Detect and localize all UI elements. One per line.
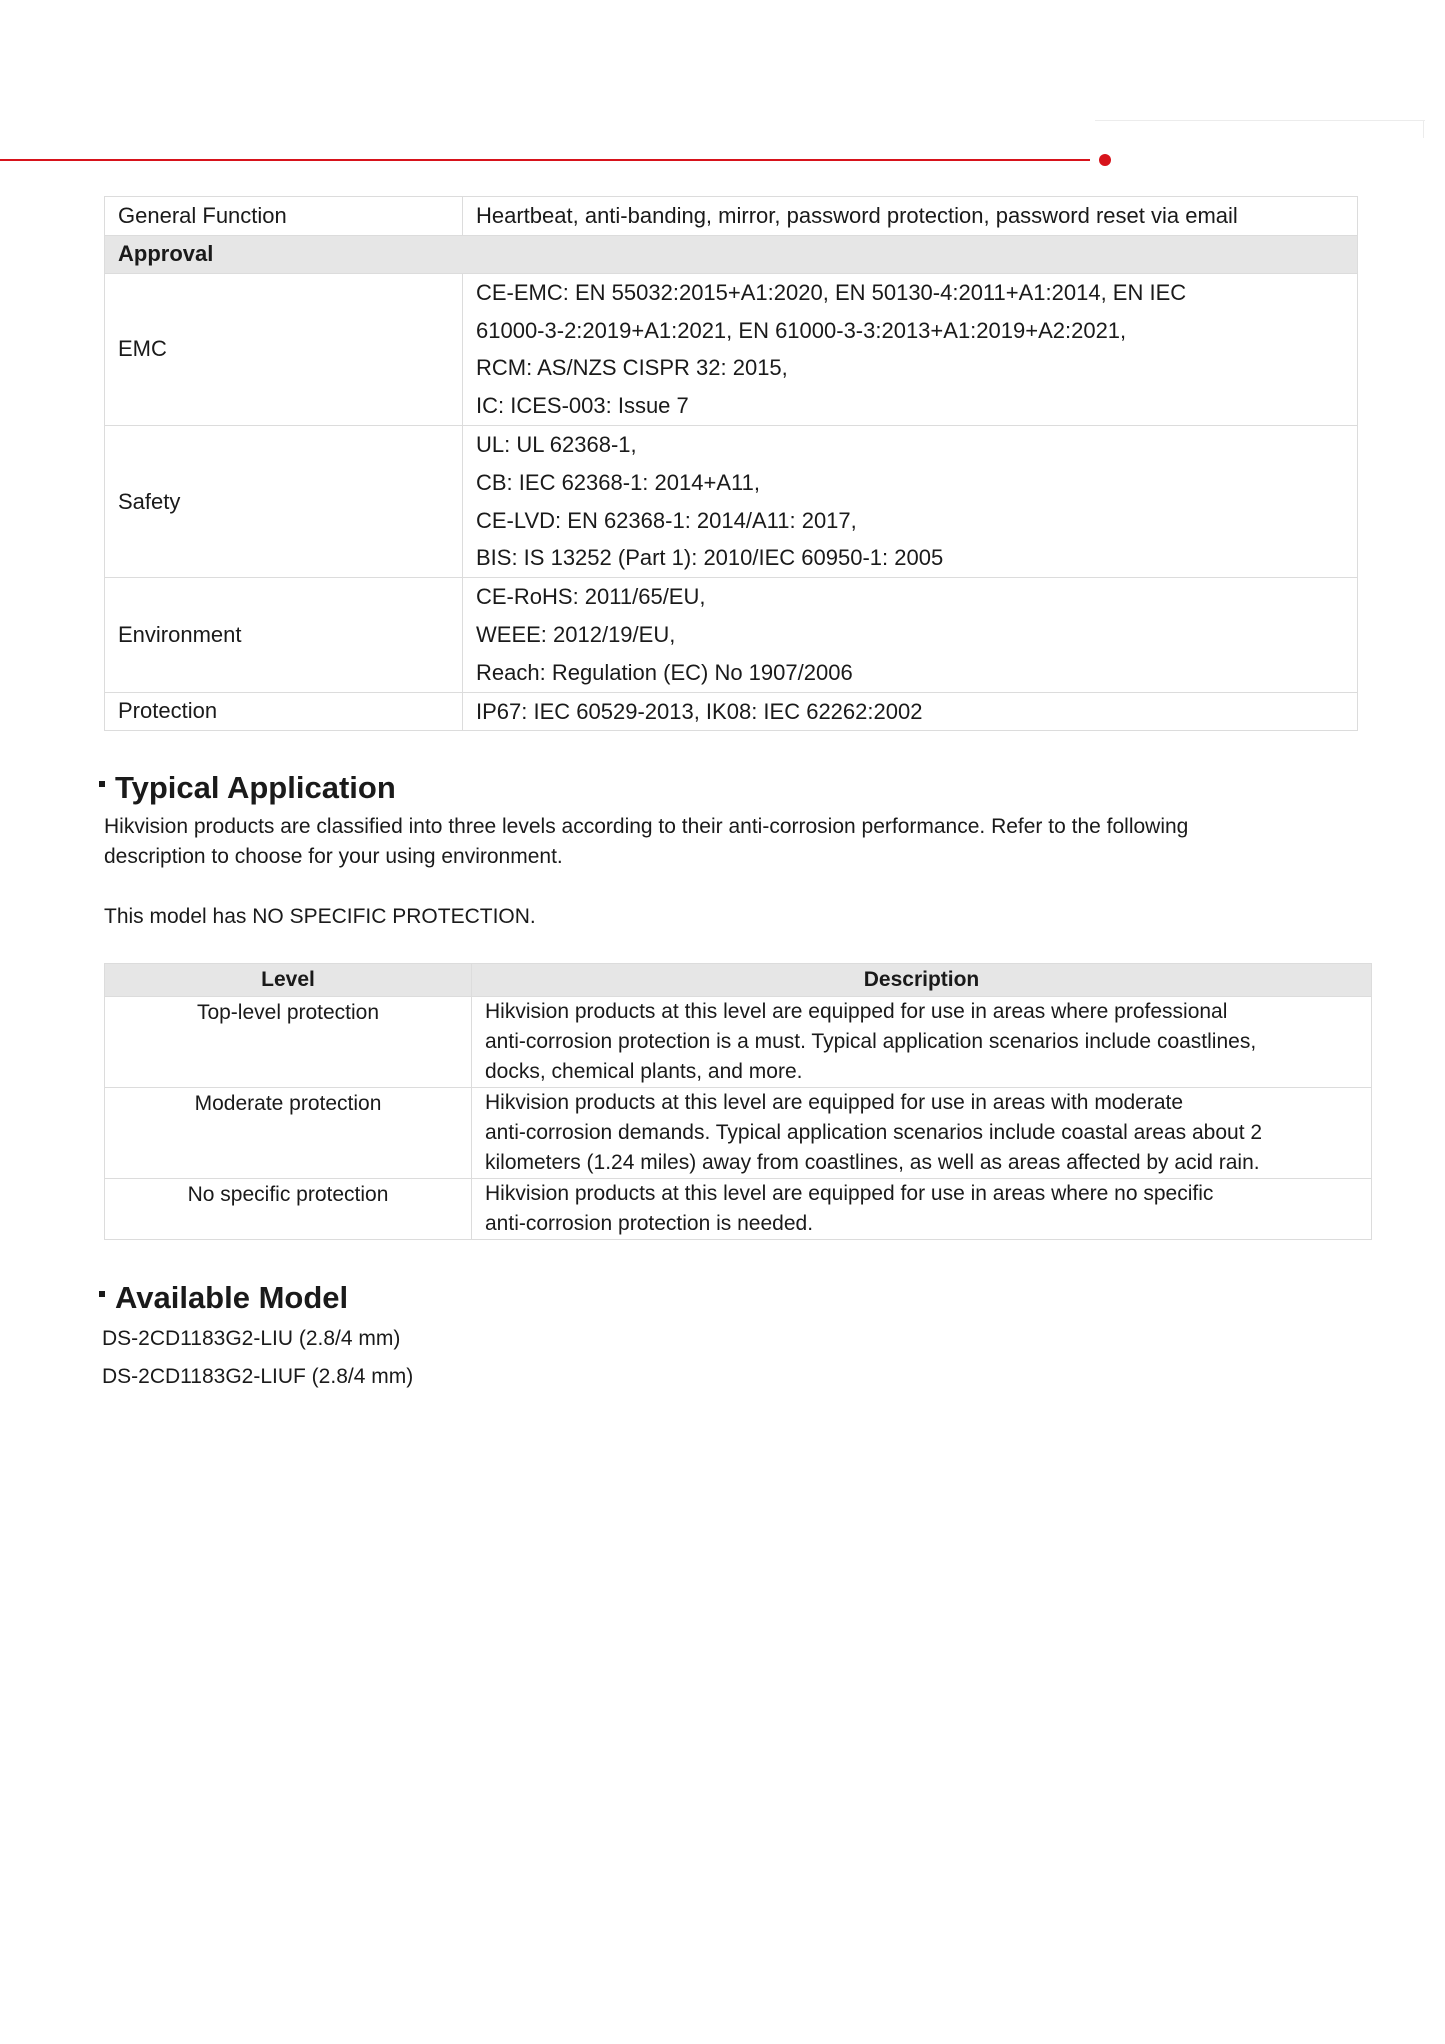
- spec-value-line: UL: UL 62368-1,: [476, 431, 637, 457]
- spec-label: EMC: [105, 273, 463, 425]
- spec-table: [104, 196, 1358, 731]
- available-model-heading: [99, 1280, 348, 1316]
- spec-value-line: IC: ICES-003: Issue 7: [476, 393, 689, 419]
- spec-value-line: CB: IEC 62368-1: 2014+A11,: [476, 469, 760, 495]
- bullet-icon: [99, 781, 105, 787]
- spec-value-line: 61000-3-2:2019+A1:2021, EN 61000-3-3:2013+A1:2019+A2:2021,: [476, 317, 1127, 343]
- description-line: Hikvision products at this level are equipped for use in areas where no specific: [485, 1182, 1214, 1205]
- description-line: Hikvision products at this level are equipped for use in areas where professional: [485, 1000, 1228, 1023]
- spec-value-line: CE-RoHS: 2011/65/EU,: [476, 584, 706, 610]
- spec-value: [463, 425, 1358, 577]
- model-item: DS-2CD1183G2-LIU (2.8/4 mm): [102, 1327, 401, 1350]
- description-line: kilometers (1.24 miles) away from coastlines, as well as areas affected by acid rain.: [485, 1151, 1260, 1174]
- paragraph-line: description to choose for your using environment.: [104, 845, 563, 868]
- spec-value: [463, 197, 1358, 236]
- table-row: [105, 1179, 1372, 1240]
- spec-value: [463, 273, 1358, 425]
- spec-value-line: IP67: IEC 60529-2013, IK08: IEC 62262:2002: [476, 698, 923, 724]
- spec-row-emc: [105, 273, 1358, 425]
- description-line: anti-corrosion demands. Typical application scenarios include coastal areas about 2: [485, 1121, 1263, 1144]
- header-rule: [0, 159, 1090, 161]
- spec-row-environment: [105, 578, 1358, 692]
- description-cell: [472, 1179, 1372, 1240]
- spec-label: Environment: [105, 578, 463, 692]
- model-item: DS-2CD1183G2-LIUF (2.8/4 mm): [102, 1365, 414, 1388]
- spec-value-line: RCM: AS/NZS CISPR 32: 2015,: [476, 355, 788, 381]
- spec-value-line: CE-EMC: EN 55032:2015+A1:2020, EN 50130-4:2011+A1:2014, EN IEC: [476, 279, 1187, 305]
- description-line: Hikvision products at this level are equipped for use in areas with moderate: [485, 1091, 1184, 1114]
- level-cell: Moderate protection: [105, 1088, 472, 1179]
- description-cell: [472, 1088, 1372, 1179]
- level-cell: Top-level protection: [105, 997, 472, 1088]
- typical-application-paragraph: [104, 812, 1354, 872]
- section-title: Approval: [105, 235, 1358, 273]
- header-faint-tick: [1423, 120, 1424, 138]
- spec-value-line: Reach: Regulation (EC) No 1907/2006: [476, 659, 853, 685]
- table-row: [105, 1088, 1372, 1179]
- typical-application-heading: [99, 770, 396, 806]
- spec-value-line: WEEE: 2012/19/EU,: [476, 621, 676, 647]
- spec-row-safety: [105, 425, 1358, 577]
- table-row: [105, 997, 1372, 1088]
- heading-text: Available Model: [115, 1280, 349, 1315]
- spec-section-approval: [105, 235, 1358, 273]
- heading-text: Typical Application: [115, 770, 396, 805]
- protection-note: This model has NO SPECIFIC PROTECTION.: [104, 905, 536, 928]
- spec-label: Safety: [105, 425, 463, 577]
- spec-label: Protection: [105, 692, 463, 731]
- column-header-description: Description: [472, 964, 1372, 997]
- bullet-icon: [99, 1291, 105, 1297]
- header-faint-rule: [1095, 120, 1425, 121]
- description-line: docks, chemical plants, and more.: [485, 1060, 803, 1083]
- paragraph-line: Hikvision products are classified into three levels according to their anti-corrosion performance. Refer to the following: [104, 815, 1189, 838]
- spec-value-line: CE-LVD: EN 62368-1: 2014/A11: 2017,: [476, 507, 857, 533]
- spec-value-line: Heartbeat, anti-banding, mirror, password protection, password reset via email: [476, 203, 1238, 228]
- spec-row-general-function: [105, 197, 1358, 236]
- spec-value: [463, 578, 1358, 692]
- spec-label: General Function: [105, 197, 463, 236]
- spec-row-protection: [105, 692, 1358, 731]
- description-line: anti-corrosion protection is needed.: [485, 1212, 814, 1235]
- header-dot: [1099, 154, 1111, 166]
- column-header-level: Level: [105, 964, 472, 997]
- description-line: anti-corrosion protection is a must. Typical application scenarios include coastlines,: [485, 1030, 1257, 1053]
- description-cell: [472, 997, 1372, 1088]
- protection-level-table: [104, 963, 1372, 1240]
- level-cell: No specific protection: [105, 1179, 472, 1240]
- table-header-row: [105, 964, 1372, 997]
- spec-value-line: BIS: IS 13252 (Part 1): 2010/IEC 60950-1: 2005: [476, 545, 944, 571]
- spec-value: [463, 692, 1358, 731]
